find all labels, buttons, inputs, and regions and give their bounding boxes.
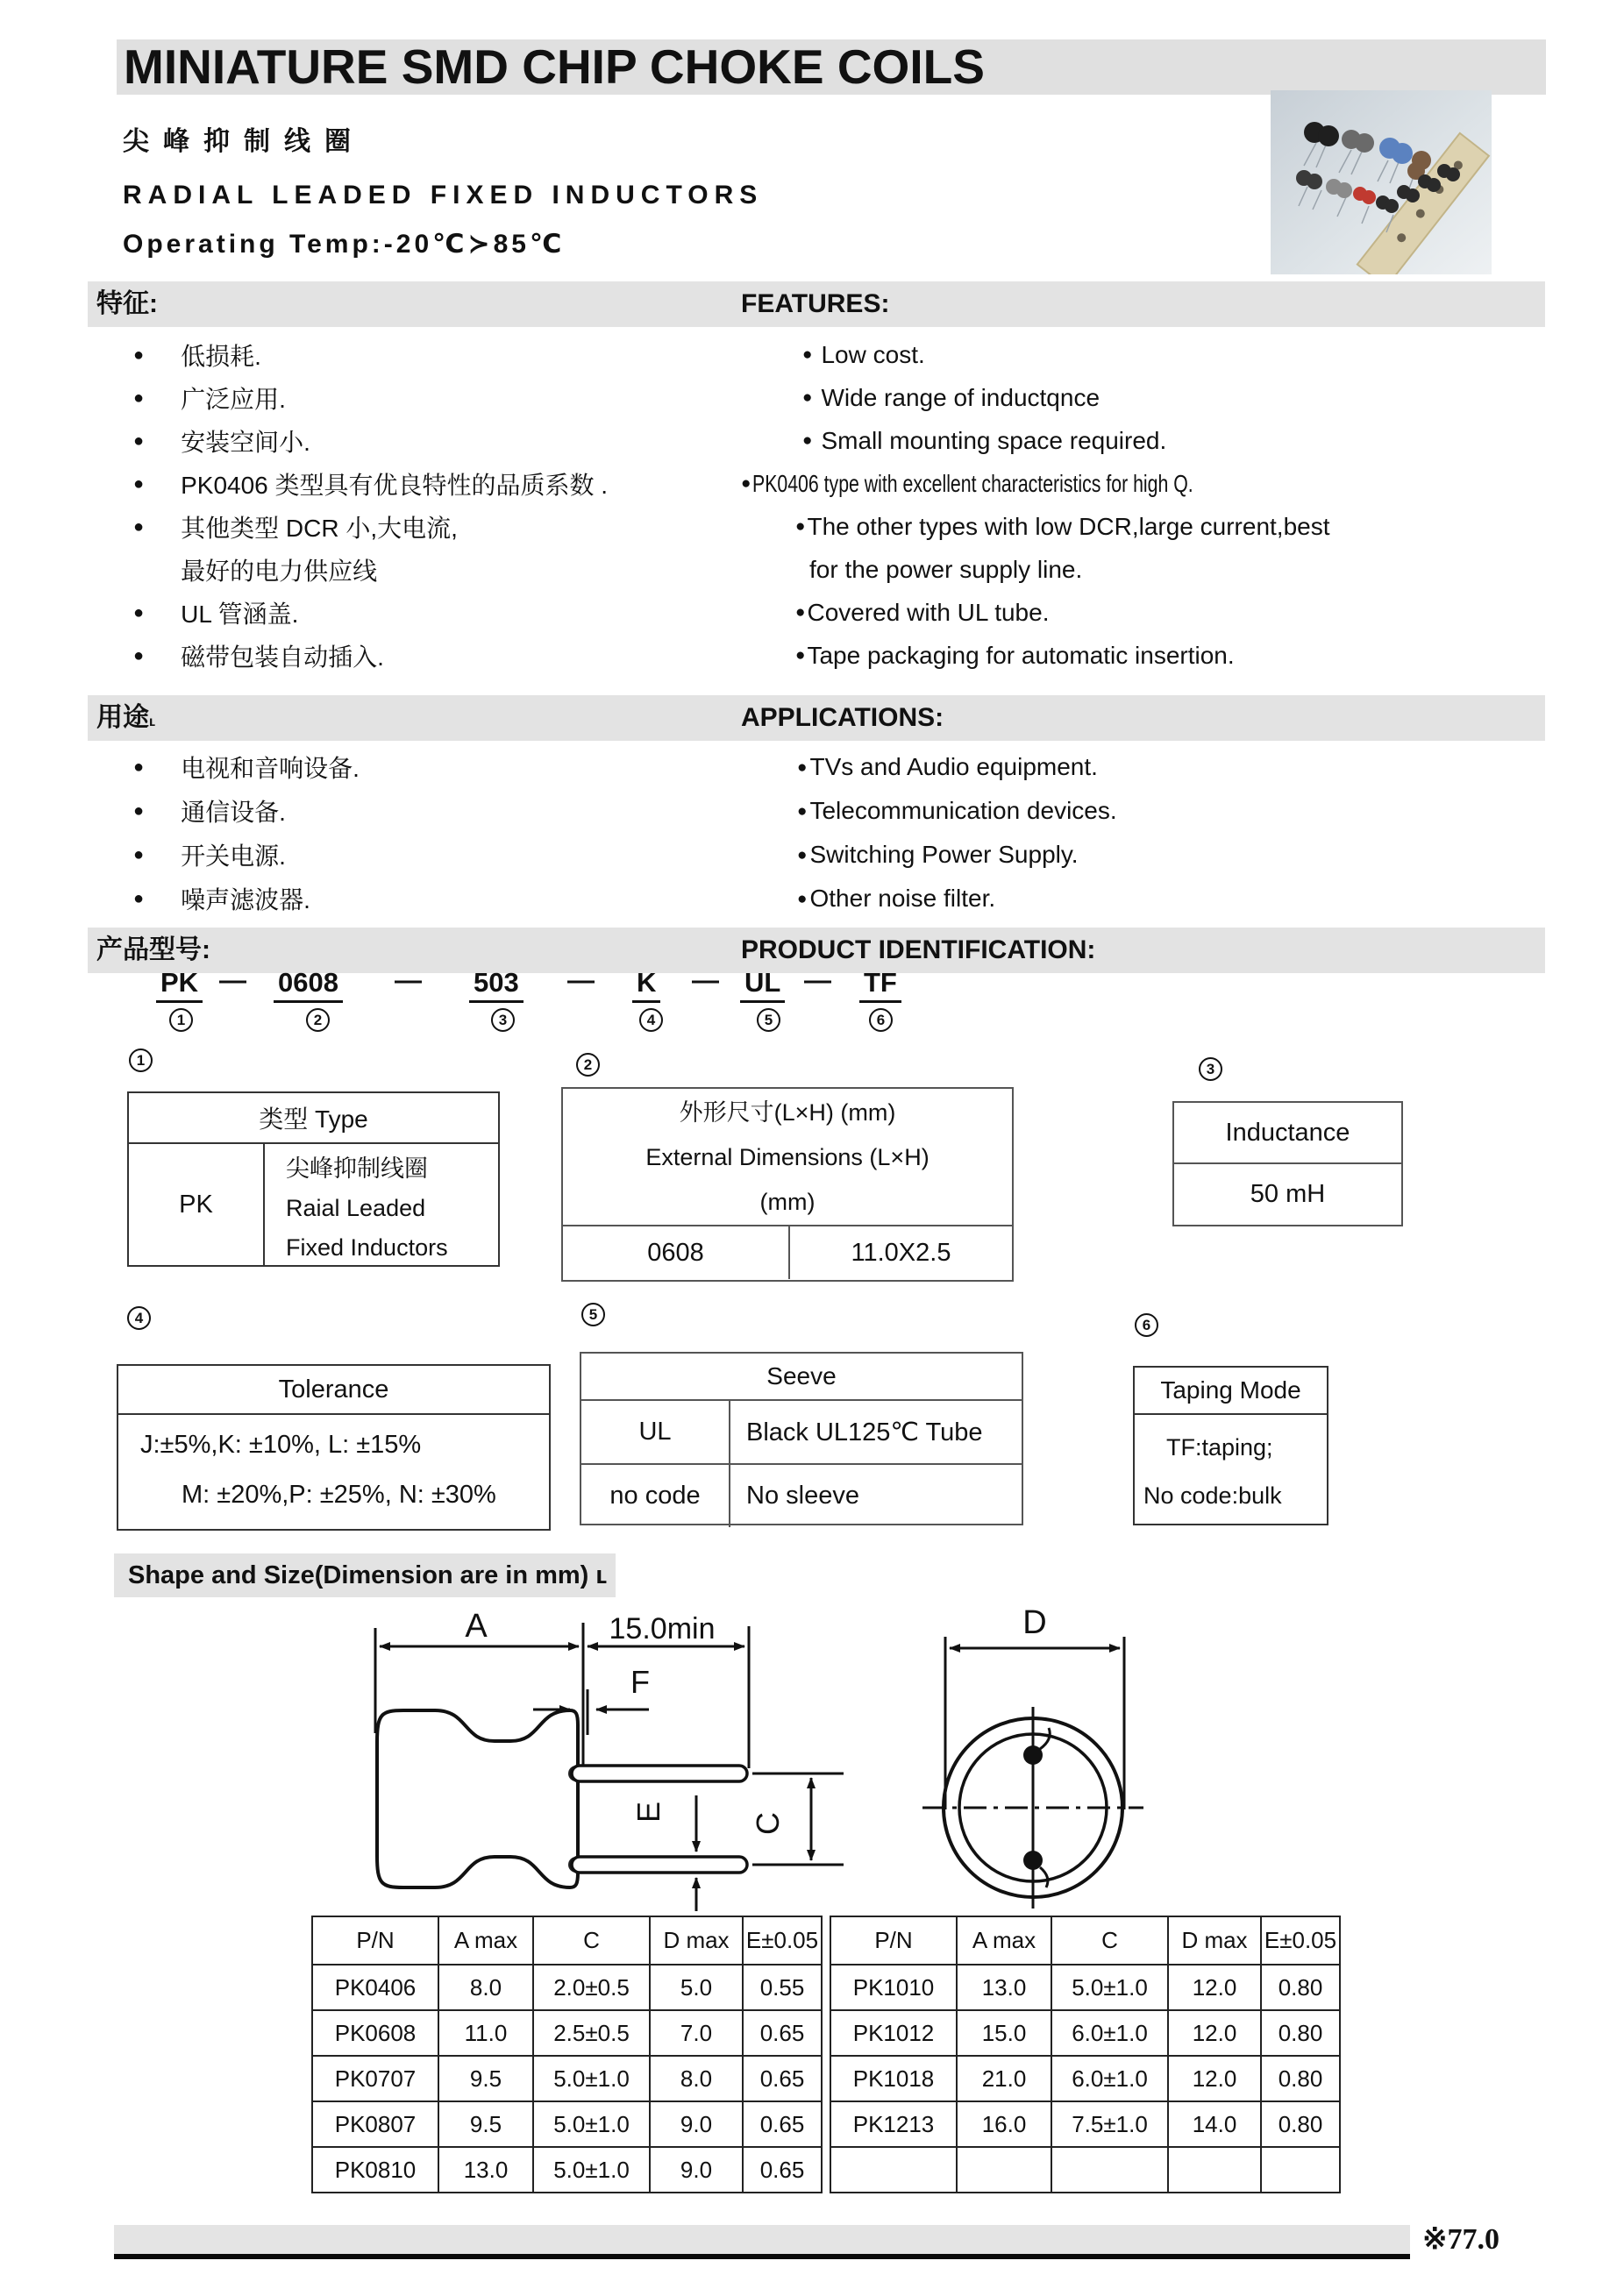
section-marker-1-icon: 1 — [129, 1048, 153, 1072]
sleeve-desc: Black UL125℃ Tube — [746, 1418, 983, 1447]
cell: 6.0±1.0 — [1051, 2056, 1168, 2101]
dims-header-line: (mm) — [759, 1189, 816, 1215]
feature-row — [88, 505, 1545, 548]
table-row — [830, 2056, 1340, 2101]
feature-en: Low cost. — [821, 340, 925, 368]
table-row — [830, 2010, 1340, 2056]
label-15min: 15.0min — [609, 1612, 716, 1646]
sleeve-table — [580, 1352, 1023, 1525]
section-marker-3-icon: 3 — [1199, 1057, 1222, 1081]
cell: 0.65 — [743, 2010, 822, 2056]
table-row — [830, 1965, 1340, 2010]
application-row — [88, 877, 1545, 921]
cell: 12.0 — [1168, 2056, 1261, 2101]
application-cn: 电视和音响设备. — [181, 755, 360, 782]
bullet-icon: ● — [133, 387, 145, 408]
features-heading-cn: 特征: — [96, 289, 158, 318]
dimension-drawing — [263, 1609, 1271, 1924]
pn-separator: — — [692, 964, 719, 995]
cell — [1168, 2147, 1261, 2193]
pn-segment-sleeve: UL — [740, 967, 785, 1003]
marker-1-icon: 1 — [169, 1008, 193, 1032]
marker-4-icon: 4 — [639, 1008, 663, 1032]
cell: 0.65 — [743, 2147, 822, 2193]
applications-list — [88, 745, 1545, 921]
dims-header-line: 外形尺寸(L×H) (mm) — [679, 1099, 896, 1126]
cell — [1261, 2147, 1340, 2193]
bullet-icon: ● — [133, 757, 145, 777]
pn-separator: — — [567, 964, 595, 995]
cell: 9.5 — [438, 2101, 533, 2147]
bullet-icon: ● — [795, 603, 806, 622]
tolerance-header: Tolerance — [118, 1366, 549, 1415]
product-id-heading-en: PRODUCT IDENTIFICATION: — [741, 935, 1096, 964]
cell: 5.0 — [650, 1965, 743, 2010]
table-row — [830, 2101, 1340, 2147]
cell: 7.0 — [650, 2010, 743, 2056]
bullet-icon: ● — [133, 801, 145, 821]
pn-segment-tolerance: K — [632, 967, 660, 1003]
subtitle-english: RADIAL LEADED FIXED INDUCTORS — [123, 181, 764, 210]
bullet-icon: ● — [133, 473, 145, 494]
section-marker-5-icon: 5 — [581, 1303, 605, 1326]
label-C: C — [750, 1812, 786, 1835]
application-en: Switching Power Supply. — [809, 841, 1079, 868]
application-cn: 通信设备. — [181, 799, 286, 826]
col-header: P/N — [312, 1916, 438, 1965]
label-E: E — [630, 1801, 666, 1823]
cell — [1051, 2147, 1168, 2193]
bullet-icon: ● — [133, 430, 145, 451]
col-header: A max — [957, 1916, 1051, 1965]
section-marker-2-icon: 2 — [576, 1053, 600, 1077]
taping-header: Taping Mode — [1135, 1368, 1327, 1415]
marker-6-icon: 6 — [869, 1008, 893, 1032]
cell: 21.0 — [957, 2056, 1051, 2101]
tolerance-table — [117, 1364, 551, 1531]
application-cn: 噪声滤波器. — [181, 886, 310, 913]
spec-table-left — [311, 1916, 823, 2193]
bullet-icon: ● — [797, 889, 808, 908]
cell: 14.0 — [1168, 2101, 1261, 2147]
section-marker-6-icon: 6 — [1135, 1313, 1158, 1337]
feature-cn: UL 管涵盖. — [181, 600, 299, 628]
bobbin-side-view — [377, 1710, 578, 1887]
bullet-icon: ● — [133, 889, 145, 908]
inductance-table — [1172, 1101, 1403, 1226]
cell: 6.0±1.0 — [1051, 2010, 1168, 2056]
col-header: P/N — [830, 1916, 957, 1965]
feature-row — [88, 333, 1545, 376]
col-header: E±0.05 — [743, 1916, 822, 1965]
feature-cn: 广泛应用. — [181, 385, 286, 413]
feature-cn: PK0406 类型具有优良特性的品质系数 . — [181, 471, 609, 499]
bullet-icon: ● — [802, 388, 813, 407]
cell: 5.0±1.0 — [533, 2101, 650, 2147]
taping-row: TF:taping; — [1166, 1434, 1273, 1461]
applications-heading-en: APPLICATIONS: — [741, 703, 944, 732]
type-code: PK — [129, 1144, 265, 1265]
feature-row — [88, 376, 1545, 419]
col-header: C — [533, 1916, 650, 1965]
lead-lower — [572, 1857, 747, 1873]
lead-upper — [572, 1766, 747, 1781]
bullet-icon: ● — [795, 646, 806, 665]
table-row — [312, 2101, 822, 2147]
type-table-header: 类型 Type — [129, 1093, 498, 1144]
bullet-icon: ● — [133, 345, 145, 365]
feature-cn: 最好的电力供应线 — [181, 557, 378, 585]
feature-en: The other types with low DCR,large current,best — [807, 512, 1330, 540]
bullet-icon: ● — [797, 757, 808, 777]
type-desc-line: 尖峰抑制线圈 — [286, 1155, 428, 1182]
bullet-icon: ● — [795, 517, 806, 536]
feature-row — [88, 462, 1545, 505]
page-reference: ※77.0 — [1422, 2223, 1499, 2256]
applications-heading-cn: 用途 — [96, 703, 149, 732]
sleeve-desc: No sleeve — [746, 1482, 859, 1510]
table-row — [312, 2056, 822, 2101]
col-header: E±0.05 — [1261, 1916, 1340, 1965]
label-F: F — [630, 1664, 650, 1700]
cell-pn: PK1213 — [830, 2101, 957, 2147]
feature-cn: 其他类型 DCR 小,大电流, — [181, 514, 458, 542]
cell: 13.0 — [438, 2147, 533, 2193]
cell — [957, 2147, 1051, 2193]
feature-cn: 低损耗. — [181, 342, 261, 370]
application-en: TVs and Audio equipment. — [809, 753, 1098, 780]
features-heading-en: FEATURES: — [741, 289, 890, 318]
sleeve-code: UL — [581, 1401, 730, 1463]
cell: 13.0 — [957, 1965, 1051, 2010]
label-D: D — [1022, 1609, 1047, 1641]
pn-segment-taping: TF — [859, 967, 901, 1003]
shape-size-band — [114, 1553, 616, 1597]
taping-row: No code:bulk — [1143, 1482, 1282, 1509]
pn-separator: — — [219, 964, 246, 995]
features-list — [88, 333, 1545, 677]
feature-row — [88, 591, 1545, 634]
taping-table — [1133, 1366, 1328, 1525]
bullet-icon: ● — [797, 845, 808, 864]
cell: 12.0 — [1168, 1965, 1261, 2010]
bullet-icon: ● — [741, 474, 751, 493]
marker-2-icon: 2 — [306, 1008, 330, 1032]
dims-size-code: 0608 — [563, 1226, 790, 1279]
bullet-icon: ● — [133, 645, 145, 665]
cell: 8.0 — [650, 2056, 743, 2101]
lead-dot — [1023, 1851, 1043, 1870]
pn-separator: — — [804, 964, 831, 995]
sleeve-header: Seeve — [581, 1354, 1022, 1401]
cell: 0.80 — [1261, 2056, 1340, 2101]
spec-header-row — [830, 1916, 1340, 1965]
section-marker-4-icon: 4 — [127, 1306, 151, 1330]
dims-header-line: External Dimensions (L×H) — [645, 1144, 930, 1170]
cell: 16.0 — [957, 2101, 1051, 2147]
cell-pn: PK0807 — [312, 2101, 438, 2147]
cell: 2.5±0.5 — [533, 2010, 650, 2056]
cell: 0.80 — [1261, 2101, 1340, 2147]
product-id-heading-cn: 产品型号: — [96, 935, 210, 964]
marker-3-icon: 3 — [491, 1008, 515, 1032]
cell: 5.0±1.0 — [1051, 1965, 1168, 2010]
cell-pn: PK1010 — [830, 1965, 957, 2010]
feature-row-continuation — [88, 548, 1545, 591]
features-band — [88, 281, 1545, 327]
application-row — [88, 745, 1545, 789]
cell: 2.0±0.5 — [533, 1965, 650, 2010]
pn-segment-type: PK — [156, 967, 203, 1003]
cell: 7.5±1.0 — [1051, 2101, 1168, 2147]
bullet-icon: ● — [802, 431, 813, 450]
table-row — [312, 2010, 822, 2056]
cell-pn: PK0810 — [312, 2147, 438, 2193]
cell: 9.0 — [650, 2147, 743, 2193]
feature-en: Covered with UL tube. — [807, 598, 1050, 626]
application-en: Telecommunication devices. — [809, 797, 1117, 824]
sleeve-row — [581, 1401, 1022, 1465]
type-table — [127, 1091, 500, 1267]
feature-en: Wide range of inductqnce — [821, 383, 1100, 411]
table-row-empty — [830, 2147, 1340, 2193]
bullet-icon: ● — [802, 345, 813, 364]
application-row — [88, 833, 1545, 877]
feature-en: Small mounting space required. — [821, 426, 1167, 454]
type-desc-line: Raial Leaded — [286, 1195, 426, 1221]
cell: 11.0 — [438, 2010, 533, 2056]
feature-row — [88, 419, 1545, 462]
cell-pn — [830, 2147, 957, 2193]
application-en: Other noise filter. — [809, 885, 996, 912]
feature-row — [88, 634, 1545, 677]
cell: 0.55 — [743, 1965, 822, 2010]
col-header: D max — [1168, 1916, 1261, 1965]
pn-segment-size: 0608 — [274, 967, 343, 1003]
inductance-value: 50 mH — [1250, 1180, 1326, 1208]
type-desc-line: Fixed Inductors — [286, 1234, 448, 1261]
cell: 5.0±1.0 — [533, 2056, 650, 2101]
cell: 0.80 — [1261, 2010, 1340, 2056]
application-row — [88, 789, 1545, 833]
heading-mark: ʟ — [595, 1561, 608, 1589]
cell-pn: PK1012 — [830, 2010, 957, 2056]
spec-header-row — [312, 1916, 822, 1965]
table-row — [312, 1965, 822, 2010]
cell-pn: PK0608 — [312, 2010, 438, 2056]
dims-value: 11.0X2.5 — [851, 1238, 951, 1267]
tolerance-row: J:±5%,K: ±10%, L: ±15% — [140, 1431, 422, 1459]
cell: 0.65 — [743, 2056, 822, 2101]
cell: 9.0 — [650, 2101, 743, 2147]
product-photo-illustration — [1271, 90, 1492, 274]
cell-pn: PK1018 — [830, 2056, 957, 2101]
applications-band — [88, 695, 1545, 741]
cell: 0.65 — [743, 2101, 822, 2147]
lead-hook — [1040, 1728, 1050, 1749]
cell: 5.0±1.0 — [533, 2147, 650, 2193]
heading-mark: ʟ — [149, 714, 156, 729]
shape-size-heading: Shape and Size(Dimension are in mm) — [128, 1561, 589, 1589]
pn-segment-inductance: 503 — [469, 967, 524, 1003]
feature-cn: 安装空间小. — [181, 428, 310, 456]
dimensions-table — [561, 1087, 1014, 1282]
cell-pn: PK0707 — [312, 2056, 438, 2101]
feature-en: for the power supply line. — [809, 555, 1083, 583]
cell: 15.0 — [957, 2010, 1051, 2056]
product-photo — [1271, 90, 1492, 274]
col-header: C — [1051, 1916, 1168, 1965]
cell: 12.0 — [1168, 2010, 1261, 2056]
feature-en: PK0406 type with excellent characteristics for high Q. — [752, 469, 1194, 497]
cell: 8.0 — [438, 1965, 533, 2010]
col-header: A max — [438, 1916, 533, 1965]
feature-en: Tape packaging for automatic insertion. — [807, 641, 1235, 669]
bullet-icon: ● — [797, 801, 808, 821]
sleeve-row — [581, 1465, 1022, 1527]
marker-5-icon: 5 — [757, 1008, 780, 1032]
inductance-header: Inductance — [1174, 1103, 1401, 1164]
spec-table-right — [830, 1916, 1341, 2193]
feature-cn: 磁带包装自动插入. — [181, 643, 384, 671]
cell: 0.80 — [1261, 1965, 1340, 2010]
bullet-icon: ● — [133, 516, 145, 537]
cell: 9.5 — [438, 2056, 533, 2101]
footer-bar — [114, 2225, 1410, 2259]
page-title: MINIATURE SMD CHIP CHOKE COILS — [124, 39, 985, 94]
lead-hook — [1040, 1867, 1048, 1887]
table-row — [312, 2147, 822, 2193]
title-band — [117, 39, 1546, 95]
lead-dot — [1023, 1745, 1043, 1765]
cell-pn: PK0406 — [312, 1965, 438, 2010]
tolerance-row: M: ±20%,P: ±25%, N: ±30% — [182, 1481, 496, 1509]
label-A: A — [465, 1609, 488, 1645]
operating-temp: Operating Temp:-20℃≻85℃ — [123, 230, 566, 259]
pn-separator: — — [395, 964, 422, 995]
bullet-icon: ● — [133, 845, 145, 864]
application-cn: 开关电源. — [181, 842, 286, 870]
bullet-icon: ● — [133, 602, 145, 622]
sleeve-code: no code — [581, 1465, 730, 1527]
col-header: D max — [650, 1916, 743, 1965]
subtitle-chinese: 尖峰抑制线圈 — [123, 127, 365, 156]
